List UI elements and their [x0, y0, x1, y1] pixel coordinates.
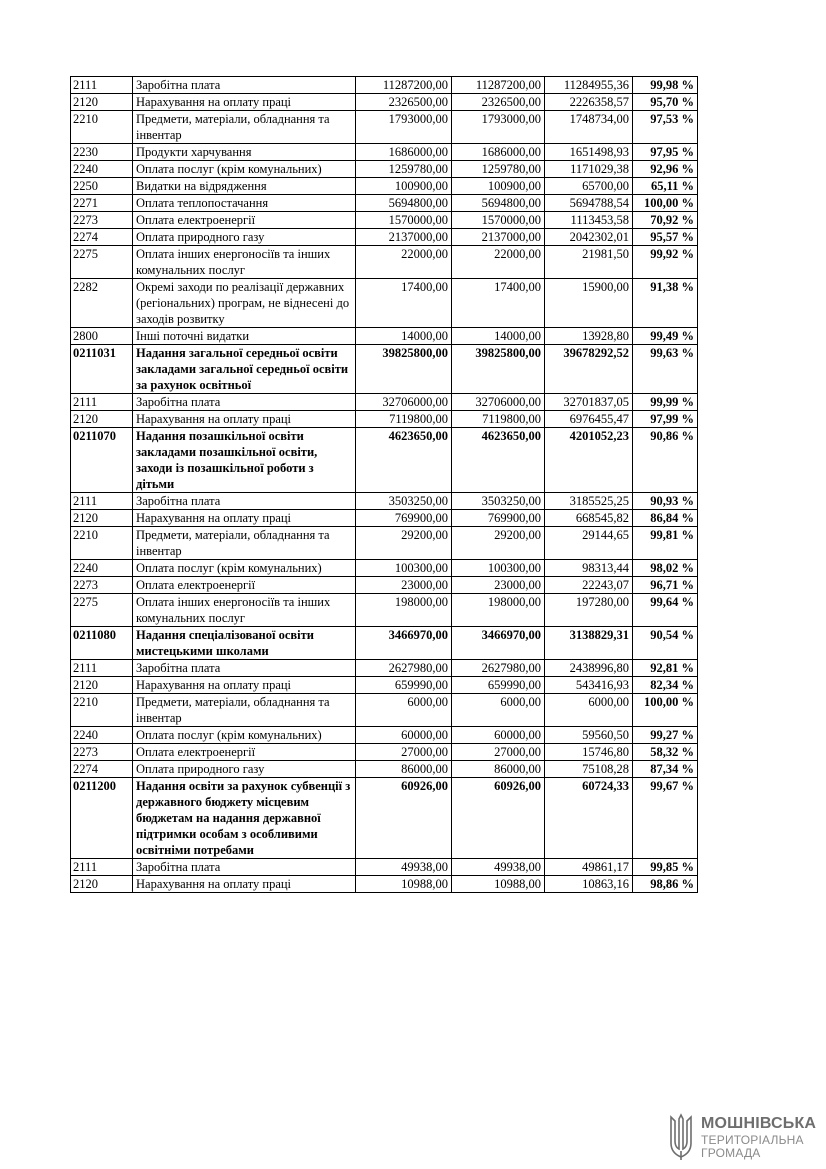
- table-row: [71, 328, 698, 345]
- percent-cell: 99,99 %: [633, 394, 698, 411]
- plan-year-cell: 1793000,00: [356, 111, 452, 144]
- percent-cell: 97,53 %: [633, 111, 698, 144]
- name-cell: Надання освіти за рахунок субвенції з державного бюджету місцевим бюджетам на надання державної підтримки особам з особливими освітніми потребами: [133, 778, 356, 859]
- name-cell: Оплата послуг (крім комунальних): [133, 560, 356, 577]
- percent-cell: 65,11 %: [633, 178, 698, 195]
- table-row: [71, 77, 698, 94]
- percent-cell: 97,95 %: [633, 144, 698, 161]
- name-cell: Надання спеціалізованої освіти мистецькими школами: [133, 627, 356, 660]
- percent-cell: 95,57 %: [633, 229, 698, 246]
- code-cell: 2275: [71, 594, 133, 627]
- code-cell: 2800: [71, 328, 133, 345]
- name-cell: Предмети, матеріали, обладнання та інвентар: [133, 694, 356, 727]
- plan-year-cell: 10988,00: [356, 876, 452, 893]
- actual-cell: 21981,50: [545, 246, 633, 279]
- name-cell: Нарахування на оплату праці: [133, 94, 356, 111]
- percent-cell: 99,98 %: [633, 77, 698, 94]
- budget-execution-table: [70, 76, 698, 893]
- program-row: [71, 627, 698, 660]
- code-cell: 2230: [71, 144, 133, 161]
- code-cell: 0211031: [71, 345, 133, 394]
- table-row: [71, 178, 698, 195]
- name-cell: Оплата електроенергії: [133, 744, 356, 761]
- plan-period-cell: 5694800,00: [452, 195, 545, 212]
- percent-cell: 82,34 %: [633, 677, 698, 694]
- plan-year-cell: 198000,00: [356, 594, 452, 627]
- plan-year-cell: 1570000,00: [356, 212, 452, 229]
- code-cell: 2111: [71, 859, 133, 876]
- plan-period-cell: 2137000,00: [452, 229, 545, 246]
- table-row: [71, 510, 698, 527]
- plan-period-cell: 6000,00: [452, 694, 545, 727]
- plan-year-cell: 17400,00: [356, 279, 452, 328]
- plan-period-cell: 11287200,00: [452, 77, 545, 94]
- actual-cell: 15900,00: [545, 279, 633, 328]
- name-cell: Оплата інших енергоносіїв та інших комунальних послуг: [133, 246, 356, 279]
- actual-cell: 543416,93: [545, 677, 633, 694]
- plan-period-cell: 100300,00: [452, 560, 545, 577]
- plan-period-cell: 1570000,00: [452, 212, 545, 229]
- plan-period-cell: 60000,00: [452, 727, 545, 744]
- percent-cell: 92,81 %: [633, 660, 698, 677]
- percent-cell: 99,27 %: [633, 727, 698, 744]
- code-cell: 2120: [71, 876, 133, 893]
- name-cell: Предмети, матеріали, обладнання та інвентар: [133, 111, 356, 144]
- table-row: [71, 94, 698, 111]
- code-cell: 2120: [71, 510, 133, 527]
- name-cell: Оплата інших енергоносіїв та інших комунальних послуг: [133, 594, 356, 627]
- name-cell: Оплата послуг (крім комунальних): [133, 727, 356, 744]
- actual-cell: 2226358,57: [545, 94, 633, 111]
- table-row: [71, 859, 698, 876]
- plan-period-cell: 49938,00: [452, 859, 545, 876]
- table-row: [71, 161, 698, 178]
- code-cell: 2282: [71, 279, 133, 328]
- plan-year-cell: 2137000,00: [356, 229, 452, 246]
- table-row: [71, 229, 698, 246]
- percent-cell: 99,64 %: [633, 594, 698, 627]
- percent-cell: 92,96 %: [633, 161, 698, 178]
- plan-period-cell: 4623650,00: [452, 428, 545, 493]
- plan-year-cell: 29200,00: [356, 527, 452, 560]
- name-cell: Нарахування на оплату праці: [133, 677, 356, 694]
- table-row: [71, 560, 698, 577]
- name-cell: Надання позашкільної освіти закладами позашкільної освіти, заходи із позашкільної роботи з дітьми: [133, 428, 356, 493]
- program-row: [71, 778, 698, 859]
- name-cell: Нарахування на оплату праці: [133, 876, 356, 893]
- plan-year-cell: 22000,00: [356, 246, 452, 279]
- plan-year-cell: 11287200,00: [356, 77, 452, 94]
- actual-cell: 1651498,93: [545, 144, 633, 161]
- table-row: [71, 246, 698, 279]
- actual-cell: 32701837,05: [545, 394, 633, 411]
- table-row: [71, 111, 698, 144]
- plan-year-cell: 32706000,00: [356, 394, 452, 411]
- code-cell: 2120: [71, 411, 133, 428]
- plan-period-cell: 198000,00: [452, 594, 545, 627]
- actual-cell: 1113453,58: [545, 212, 633, 229]
- percent-cell: 90,54 %: [633, 627, 698, 660]
- actual-cell: 60724,33: [545, 778, 633, 859]
- actual-cell: 15746,80: [545, 744, 633, 761]
- actual-cell: 11284955,36: [545, 77, 633, 94]
- percent-cell: 58,32 %: [633, 744, 698, 761]
- name-cell: Заробітна плата: [133, 493, 356, 510]
- table-row: [71, 744, 698, 761]
- actual-cell: 668545,82: [545, 510, 633, 527]
- plan-year-cell: 659990,00: [356, 677, 452, 694]
- plan-period-cell: 86000,00: [452, 761, 545, 778]
- percent-cell: 97,99 %: [633, 411, 698, 428]
- table-row: [71, 727, 698, 744]
- actual-cell: 3138829,31: [545, 627, 633, 660]
- actual-cell: 2438996,80: [545, 660, 633, 677]
- code-cell: 2273: [71, 744, 133, 761]
- plan-period-cell: 1686000,00: [452, 144, 545, 161]
- plan-year-cell: 769900,00: [356, 510, 452, 527]
- name-cell: Предмети, матеріали, обладнання та інвентар: [133, 527, 356, 560]
- plan-year-cell: 5694800,00: [356, 195, 452, 212]
- logo-line-3: ГРОМАДА: [701, 1146, 761, 1160]
- code-cell: 0211070: [71, 428, 133, 493]
- actual-cell: 39678292,52: [545, 345, 633, 394]
- table-row: [71, 411, 698, 428]
- table-row: [71, 876, 698, 893]
- table-row: [71, 527, 698, 560]
- plan-year-cell: 100300,00: [356, 560, 452, 577]
- code-cell: 2111: [71, 394, 133, 411]
- plan-period-cell: 23000,00: [452, 577, 545, 594]
- community-logo: [665, 1113, 815, 1163]
- name-cell: Нарахування на оплату праці: [133, 510, 356, 527]
- actual-cell: 65700,00: [545, 178, 633, 195]
- percent-cell: 99,63 %: [633, 345, 698, 394]
- code-cell: 2111: [71, 660, 133, 677]
- name-cell: Оплата природного газу: [133, 229, 356, 246]
- plan-year-cell: 27000,00: [356, 744, 452, 761]
- percent-cell: 99,67 %: [633, 778, 698, 859]
- plan-year-cell: 2326500,00: [356, 94, 452, 111]
- code-cell: 2210: [71, 527, 133, 560]
- plan-period-cell: 100900,00: [452, 178, 545, 195]
- code-cell: 2271: [71, 195, 133, 212]
- actual-cell: 5694788,54: [545, 195, 633, 212]
- percent-cell: 70,92 %: [633, 212, 698, 229]
- percent-cell: 90,86 %: [633, 428, 698, 493]
- percent-cell: 99,81 %: [633, 527, 698, 560]
- plan-period-cell: 32706000,00: [452, 394, 545, 411]
- code-cell: 2240: [71, 727, 133, 744]
- actual-cell: 22243,07: [545, 577, 633, 594]
- code-cell: 2240: [71, 560, 133, 577]
- table-row: [71, 660, 698, 677]
- percent-cell: 87,34 %: [633, 761, 698, 778]
- plan-year-cell: 7119800,00: [356, 411, 452, 428]
- percent-cell: 91,38 %: [633, 279, 698, 328]
- name-cell: Заробітна плата: [133, 859, 356, 876]
- code-cell: 2273: [71, 577, 133, 594]
- percent-cell: 99,49 %: [633, 328, 698, 345]
- plan-period-cell: 14000,00: [452, 328, 545, 345]
- name-cell: Продукти харчування: [133, 144, 356, 161]
- plan-period-cell: 3466970,00: [452, 627, 545, 660]
- code-cell: 0211200: [71, 778, 133, 859]
- plan-period-cell: 27000,00: [452, 744, 545, 761]
- actual-cell: 2042302,01: [545, 229, 633, 246]
- actual-cell: 59560,50: [545, 727, 633, 744]
- actual-cell: 6000,00: [545, 694, 633, 727]
- name-cell: Оплата теплопостачання: [133, 195, 356, 212]
- code-cell: 2240: [71, 161, 133, 178]
- code-cell: 0211080: [71, 627, 133, 660]
- actual-cell: 29144,65: [545, 527, 633, 560]
- actual-cell: 3185525,25: [545, 493, 633, 510]
- logo-line-1: МОШНІВСЬКА: [701, 1115, 817, 1132]
- name-cell: Оплата природного газу: [133, 761, 356, 778]
- actual-cell: 13928,80: [545, 328, 633, 345]
- table-row: [71, 195, 698, 212]
- name-cell: Нарахування на оплату праці: [133, 411, 356, 428]
- actual-cell: 75108,28: [545, 761, 633, 778]
- plan-period-cell: 22000,00: [452, 246, 545, 279]
- actual-cell: 98313,44: [545, 560, 633, 577]
- code-cell: 2111: [71, 493, 133, 510]
- actual-cell: 197280,00: [545, 594, 633, 627]
- table-row: [71, 694, 698, 727]
- name-cell: Видатки на відрядження: [133, 178, 356, 195]
- name-cell: Заробітна плата: [133, 660, 356, 677]
- plan-year-cell: 39825800,00: [356, 345, 452, 394]
- plan-year-cell: 100900,00: [356, 178, 452, 195]
- plan-period-cell: 659990,00: [452, 677, 545, 694]
- plan-period-cell: 7119800,00: [452, 411, 545, 428]
- table-row: [71, 761, 698, 778]
- percent-cell: 95,70 %: [633, 94, 698, 111]
- percent-cell: 98,02 %: [633, 560, 698, 577]
- table-row: [71, 493, 698, 510]
- plan-period-cell: 2627980,00: [452, 660, 545, 677]
- code-cell: 2210: [71, 694, 133, 727]
- table-row: [71, 677, 698, 694]
- trident-icon: [665, 1113, 697, 1161]
- name-cell: Оплата електроенергії: [133, 577, 356, 594]
- plan-year-cell: 23000,00: [356, 577, 452, 594]
- plan-period-cell: 39825800,00: [452, 345, 545, 394]
- actual-cell: 10863,16: [545, 876, 633, 893]
- actual-cell: 6976455,47: [545, 411, 633, 428]
- code-cell: 2273: [71, 212, 133, 229]
- name-cell: Інші поточні видатки: [133, 328, 356, 345]
- plan-year-cell: 1686000,00: [356, 144, 452, 161]
- code-cell: 2111: [71, 77, 133, 94]
- code-cell: 2274: [71, 229, 133, 246]
- plan-year-cell: 4623650,00: [356, 428, 452, 493]
- plan-year-cell: 6000,00: [356, 694, 452, 727]
- plan-period-cell: 29200,00: [452, 527, 545, 560]
- program-row: [71, 428, 698, 493]
- actual-cell: 1748734,00: [545, 111, 633, 144]
- code-cell: 2275: [71, 246, 133, 279]
- plan-year-cell: 3503250,00: [356, 493, 452, 510]
- table-row: [71, 594, 698, 627]
- plan-period-cell: 2326500,00: [452, 94, 545, 111]
- plan-year-cell: 3466970,00: [356, 627, 452, 660]
- program-row: [71, 345, 698, 394]
- table-body: [71, 77, 698, 893]
- percent-cell: 98,86 %: [633, 876, 698, 893]
- code-cell: 2120: [71, 94, 133, 111]
- table-row: [71, 212, 698, 229]
- percent-cell: 90,93 %: [633, 493, 698, 510]
- actual-cell: 49861,17: [545, 859, 633, 876]
- table-row: [71, 279, 698, 328]
- plan-year-cell: 2627980,00: [356, 660, 452, 677]
- percent-cell: 86,84 %: [633, 510, 698, 527]
- table-row: [71, 577, 698, 594]
- name-cell: Оплата послуг (крім комунальних): [133, 161, 356, 178]
- actual-cell: 4201052,23: [545, 428, 633, 493]
- plan-period-cell: 769900,00: [452, 510, 545, 527]
- name-cell: Окремі заходи по реалізації державних (регіональних) програм, не віднесені до заходів розвитку: [133, 279, 356, 328]
- code-cell: 2210: [71, 111, 133, 144]
- plan-period-cell: 1793000,00: [452, 111, 545, 144]
- percent-cell: 100,00 %: [633, 694, 698, 727]
- name-cell: Надання загальної середньої освіти закладами загальної середньої освіти за рахунок освітньої: [133, 345, 356, 394]
- code-cell: 2274: [71, 761, 133, 778]
- percent-cell: 96,71 %: [633, 577, 698, 594]
- plan-period-cell: 17400,00: [452, 279, 545, 328]
- percent-cell: 99,92 %: [633, 246, 698, 279]
- plan-year-cell: 60000,00: [356, 727, 452, 744]
- code-cell: 2250: [71, 178, 133, 195]
- percent-cell: 99,85 %: [633, 859, 698, 876]
- plan-period-cell: 10988,00: [452, 876, 545, 893]
- logo-line-2: ТЕРИТОРІАЛЬНА: [701, 1133, 804, 1147]
- percent-cell: 100,00 %: [633, 195, 698, 212]
- plan-year-cell: 60926,00: [356, 778, 452, 859]
- plan-period-cell: 60926,00: [452, 778, 545, 859]
- plan-year-cell: 1259780,00: [356, 161, 452, 178]
- plan-period-cell: 1259780,00: [452, 161, 545, 178]
- name-cell: Оплата електроенергії: [133, 212, 356, 229]
- plan-year-cell: 14000,00: [356, 328, 452, 345]
- name-cell: Заробітна плата: [133, 394, 356, 411]
- plan-year-cell: 86000,00: [356, 761, 452, 778]
- plan-year-cell: 49938,00: [356, 859, 452, 876]
- code-cell: 2120: [71, 677, 133, 694]
- table-row: [71, 394, 698, 411]
- actual-cell: 1171029,38: [545, 161, 633, 178]
- name-cell: Заробітна плата: [133, 77, 356, 94]
- table-row: [71, 144, 698, 161]
- plan-period-cell: 3503250,00: [452, 493, 545, 510]
